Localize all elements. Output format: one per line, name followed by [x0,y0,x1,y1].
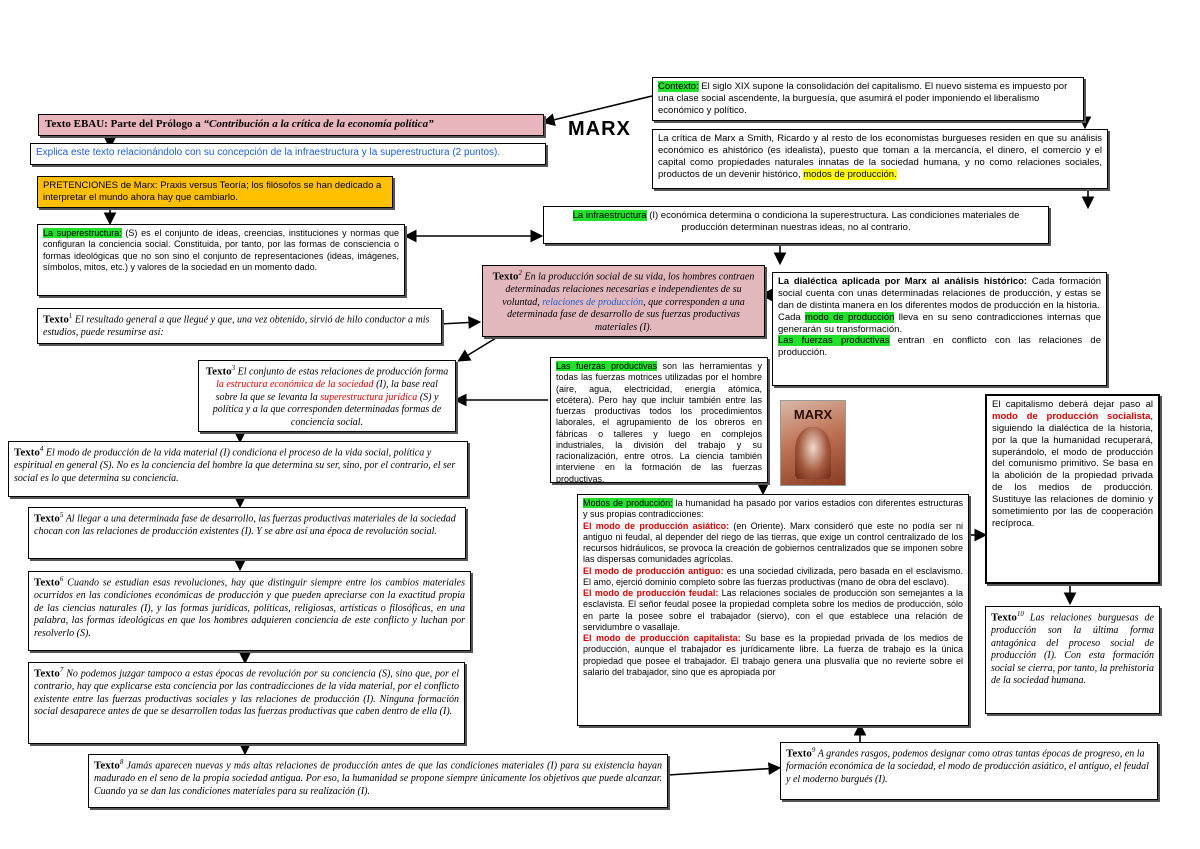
texto5-text: Al llegar a una determinada fase de desarrollo, las fuerzas productivas materiales de la sociedad chocan con las relaciones de producción existentes (I). Y se abre así una época de revolución social. [34,513,456,538]
texto7-box [28,662,465,744]
texto4-number: 4 [39,445,44,453]
contexto-box [652,77,1084,121]
fuerzas-text: son las herramientas y todas las fuerzas motrices utilizadas por el hombre (aire, agua, electricidad, energía atómica, etcétera). Pero hay que incluir también entre las fuerzas productivas todos los procedimientos laborales, el agrupamiento de los obreros en fábricas o talleres y luego en complejos industriales, la división del trabajo y su racionalización, entre otros. La ciencia también interviene en la formación de las fuerzas productivas. [556,361,762,484]
texto9-label: Texto [786,747,812,760]
texto10-label: Texto [991,611,1017,624]
modo-capitalista-text: Su base es la propiedad privada de los medios de producción, aunque el trabajador es jurídicamente libre. La fuerza de trabajo es la única propiedad que posee el trabajador. El trabajo genera una plusvalía que no revierte sobre el salario del trabajador, sino que es apropiada por [583,633,963,677]
title-middle: Parte del Prólogo a [107,118,204,130]
texto1-label: Texto [43,313,69,326]
modos-intro: la humanidad ha pasado por varios estadios con diferentes estructuras y sus propias contradicciones: [583,498,964,520]
dialectica-text-3: entran en conflicto con las relaciones de producción. [778,335,1101,359]
infraestructura-box [543,206,1049,244]
texto8-box [88,754,668,808]
infraestructura-label: La infraestructura [572,210,647,221]
title-prefix: Texto EBAU: [45,118,108,130]
title-work: “Contribución a la crítica de la economía política” [203,118,434,130]
texto2-box [482,265,765,337]
texto8-label: Texto [94,759,120,772]
texto5-label: Texto [34,512,60,525]
modo-asiatico-heading: El modo de producción asiático: [583,520,730,531]
capitalismo-box [985,394,1160,584]
instruction-text: Explica este texto relacionándolo con su concepción de la infraestructura y la superestructura (2 puntos). [36,147,501,158]
title-box [38,114,544,136]
modo-antiguo-text: es una sociedad civilizada, pero basada en el esclavismo. El amo, ejerció dominio completo sobre las fuerzas productivas (mano de obra del esclavo). [583,565,964,587]
texto4-text: El modo de producción de la vida material (I) condiciona el proceso de la vida social, política y espiritual en general (S). No es la conciencia del hombre la que determina su ser, sino, por el contrario, el ser social es lo que determina su conciencia. [14,447,456,484]
texto6-box [28,571,471,651]
texto3-red-2: superestructura jurídica [320,391,418,403]
texto9-text: A grandes rasgos, podemos designar como otras tantas épocas de progreso, en la formación económica de la sociedad, el modo de producción asiático, el antiguo, el feudal y el moderno burgués (I). [786,748,1149,785]
modos-highlight: Modos de producción: [583,498,673,508]
texto3-red-1: la estructura económica de la sociedad [216,379,374,391]
modo-feudal-text: Las relaciones sociales de producción son semejantes a la esclavista. El señor feudal posee la propiedad completa sobre los medios de producción, sólo en parte la posee sobre el trabajador (siervo), con el que establece una relación de servidumbre o vasallaje. [583,588,963,632]
capitalismo-text-2: , siguiendo la dialéctica de la historia, por la que la humanidad recuperará, superándolo, el modo de producción del comunismo primitivo. Se basa en la abolición de la propiedad privada de los medios de producción. Sustituye las relaciones de dominio y sometimiento por las de cooperación recíproca. [992,410,1153,529]
texto2-text-1: En la producción social de su vida, los hombres contraen determinadas relaciones necesarias e independientes de su voluntad, [502,271,755,308]
superestructura-text: (S) es el conjunto de ideas, creencias, instituciones y normas que configuran la conciencia social. Constituida, por tanto, por las formas de consciencia o formas ideológicas que no son sino el conjunto de representaciones (ideas, imágenes, símbolos, mitos, etc.) y valores de la sociedad en un momento dado. [43,228,399,272]
pretensiones-box [37,176,393,208]
book-portrait [795,427,831,479]
texto10-number: 10 [1016,610,1024,618]
contexto-label: Contexto: [658,81,699,92]
texto1-number: 1 [68,312,73,320]
pretensiones-text: PRETENCIONES de Marx: Praxis versus Teoría; los filósofos se han dedicado a interpretar el mundo ahora hay que cambiarlo. [43,180,382,203]
book-cover-image [780,400,846,486]
fuerzas-box [550,357,768,483]
fuerzas-highlight: Las fuerzas productivas [556,361,658,371]
capitalismo-text-1: El capitalismo deberá dejar paso al [992,399,1153,410]
critica-box [652,129,1108,189]
dialectica-text-2a: Cada [778,311,806,323]
modo-asiatico-text: (en Oriente). Marx consideró que este no podía ser ni antiguo ni feudal, al depender del riego de las tierras, que exige un control centralizado de los recursos hidráulicos, se provoca la creación de gobiernos centralizados que se imponen sobre las dispersas comunidades agrícolas. [583,520,963,565]
texto2-number: 2 [518,269,523,277]
texto5-box [28,507,466,559]
modo-antiguo-heading: El modo de producción antiguo: [583,565,724,576]
texto3-label: Texto [205,365,232,378]
superestructura-label: La superestructura: [43,228,122,238]
texto6-number: 6 [59,575,64,583]
modos-box [577,494,969,726]
capitalismo-red: modo de producción socialista [992,410,1151,422]
texto9-box [780,742,1158,800]
texto3-number: 3 [231,364,236,372]
dialectica-highlight: modo de producción [805,311,895,323]
contexto-text: El siglo XIX supone la consolidación del capitalismo. El nuevo sistema es impuesto por una clase social ascendente, la burguesía, que asumirá el poder imponiendo el liberalismo económico y político. [658,81,1068,116]
critica-highlight: modos de producción. [803,168,897,180]
arrow-texto2-texto3 [460,338,496,360]
texto4-label: Texto [14,446,40,459]
texto3-text-1: El conjunto de estas relaciones de producción forma [235,366,449,378]
texto9-number: 9 [811,746,816,754]
dialectica-box [772,272,1107,386]
texto3-text-2: (I), la base real sobre la que se levanta la [215,379,438,403]
texto6-label: Texto [34,576,60,589]
dialectica-highlight-2: Las fuerzas productivas [778,335,890,347]
instruction-box [30,143,546,165]
dialectica-text-2b: lleva en su seno contradicciones internas que generarán su transformación. [778,311,1101,335]
texto5-number: 5 [59,511,64,519]
texto8-text: Jamás aparecen nuevas y más altas relaciones de producción antes de que las condiciones materiales (I) para su existencia hayan madurado en el seno de la propia sociedad antigua. Por eso, la humanidad se propone siempre únicamente los objetivos que puede alcanzar. Cuando ya se dan las condiciones materiales para su realización (I). [94,760,662,797]
texto1-text: El resultado general a que llegué y que, una vez obtenido, sirvió de hilo conductor a mis estudios, puede resumirse así: [43,314,430,339]
modo-feudal-heading: El modo de producción feudal: [583,588,719,598]
critica-text: La crítica de Marx a Smith, Ricardo y al resto de los economistas burgueses residen en que su análisis económico es ahistórico (es idealista), puesto que toman a la mercancía, el dinero, el comercio y el capital como propiedades naturales innatas de la sociedad humana, y no como relaciones sociales, productos de un devenir histórico, [658,133,1102,180]
texto8-number: 8 [119,758,124,766]
infraestructura-text: (I) económica determina o condiciona la superestructura. Las condiciones materiales de producción determinan nuestras ideas, no al contrario. [646,210,1020,233]
texto2-text-2: , que corresponden a una determinada fase de desarrollo de sus fuerzas productivas materiales (I). [507,296,745,333]
texto4-box [8,441,468,497]
dialectica-heading: La dialéctica aplicada por Marx al análisis histórico: [778,276,1028,287]
texto7-text: No podemos juzgar tampoco a estas épocas de revolución por su conciencia (S), sino que, por el contrario, hay que explicarse esta conciencia por las contradicciones de la vida material, por el conflicto existente entre las fuerzas productivas sociales y las relaciones de producción (I). Ninguna formación social desaparece antes de que se desarrollen todas las fuerzas productivas que caben dentro de ella (I). [34,668,459,718]
marx-heading: MARX [568,118,631,140]
texto3-text-3: (S) y política y a la que corresponden determinadas formas de conciencia social. [212,391,442,428]
texto1-box [37,308,442,344]
texto6-text: Cuando se estudian esas revoluciones, hay que distinguir siempre entre los cambios materiales ocurridos en las condiciones económicas de producción y que pueden apreciarse con la exactitud propia de las ciencias naturales (I), y las formas jurídicas, políticas, religiosas, artísticas o filosóficas, en una palabra, las formas ideológicas en que los hombres adquieren conciencia de este conflicto y luchan por resolverlo (S). [34,577,465,639]
arrow-texto8-texto9 [668,768,778,775]
book-title: MARX [793,407,833,422]
texto7-label: Texto [34,667,60,680]
texto2-blue: relaciones de producción [542,296,644,308]
modo-capitalista-heading: El modo de producción capitalista: [583,633,741,643]
texto10-text: Las relaciones burguesas de producción son la última forma antagónica del proceso social de producción (I). Con esta formación social se cierra, por tanto, la prehistoria de la sociedad humana. [991,612,1154,687]
texto10-box [985,606,1160,714]
dialectica-text-1: Cada formación social cuenta con unas determinadas relaciones de producción, y estas se dan de distinta manera en los diferentes modos de producción en la historia. [778,276,1102,311]
superestructura-box [37,224,405,296]
arrow-texto1-texto2 [440,322,478,324]
texto3-box [198,360,456,432]
texto2-label: Texto [492,270,519,283]
texto7-number: 7 [59,666,64,674]
